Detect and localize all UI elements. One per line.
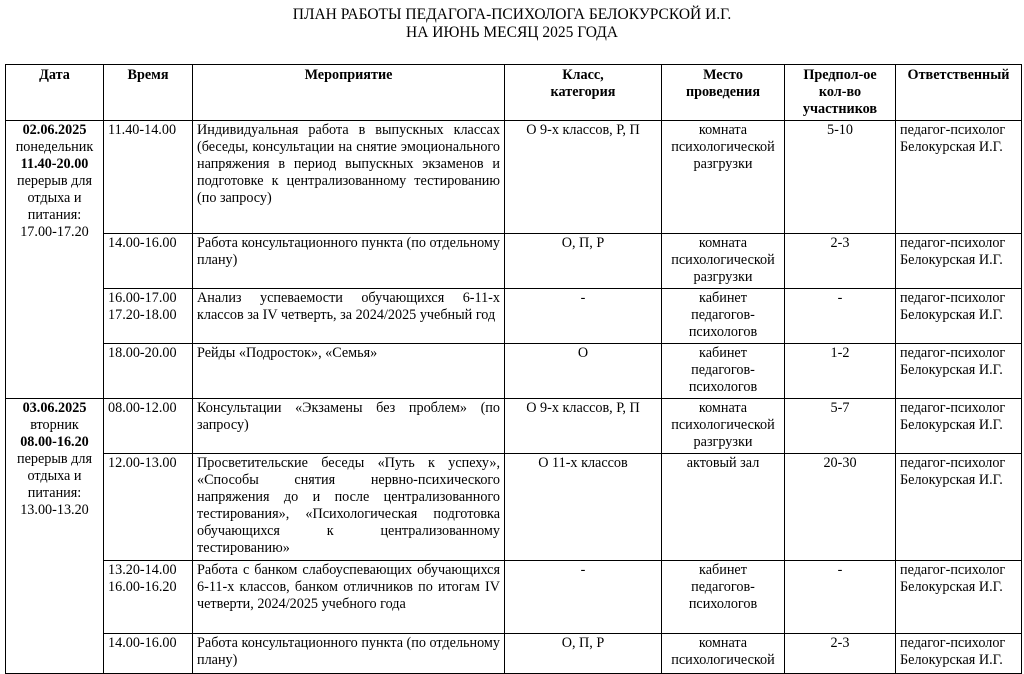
class-cell: О, П, Р — [505, 634, 662, 674]
table-row — [6, 234, 1022, 289]
document-header — [0, 6, 1024, 42]
table-row — [6, 289, 1022, 344]
weekday: вторник — [30, 417, 79, 433]
time-cell: 14.00-16.00 — [104, 634, 193, 674]
event-cell: Анализ успеваемости обучающихся 6-11-х классов за IV четверть, за 2024/2025 учебный год — [193, 289, 505, 344]
plan-table — [5, 64, 1022, 674]
time-cell: 18.00-20.00 — [104, 344, 193, 399]
break-time: 13.00-13.20 — [20, 502, 89, 518]
col-header-count: Предпол-ое кол-во участников — [785, 65, 896, 121]
break-label: перерыв для отдыха и питания: — [17, 451, 92, 501]
place-cell: актовый зал — [662, 454, 785, 561]
work-hours: 08.00-16.20 — [20, 434, 89, 450]
date-cell — [6, 399, 104, 674]
class-cell: - — [505, 561, 662, 634]
responsible-cell: педагог-психолог Белокурская И.Г. — [896, 344, 1022, 399]
time-cell: 12.00-13.00 — [104, 454, 193, 561]
break-time: 17.00-17.20 — [20, 224, 89, 240]
table-row — [6, 454, 1022, 561]
table-row — [6, 344, 1022, 399]
class-cell: О 9-х классов, Р, П — [505, 121, 662, 234]
count-cell: 1-2 — [785, 344, 896, 399]
document-title: ПЛАН РАБОТЫ ПЕДАГОГА-ПСИХОЛОГА БЕЛОКУРСКОЙ И.Г. — [292, 6, 732, 23]
document-subtitle: НА ИЮНЬ МЕСЯЦ 2025 ГОДА — [406, 24, 618, 41]
class-cell: - — [505, 289, 662, 344]
date-cell — [6, 121, 104, 399]
break-label: перерыв для отдыха и питания: — [17, 173, 92, 223]
col-header-place: Место проведения — [662, 65, 785, 121]
col-header-time: Время — [104, 65, 193, 121]
event-cell: Работа консультационного пункта (по отдельному плану) — [193, 234, 505, 289]
time-cell: 11.40-14.00 — [104, 121, 193, 234]
event-cell: Работа консультационного пункта (по отдельному плану) — [193, 634, 505, 674]
time-cell: 13.20-14.00 16.00-16.20 — [104, 561, 193, 634]
col-header-class: Класс, категория — [505, 65, 662, 121]
responsible-cell: педагог-психолог Белокурская И.Г. — [896, 634, 1022, 674]
class-cell: О 9-х классов, Р, П — [505, 399, 662, 454]
count-cell: 2-3 — [785, 634, 896, 674]
table-row — [6, 561, 1022, 634]
count-cell: 5-10 — [785, 121, 896, 234]
count-cell: - — [785, 561, 896, 634]
event-cell: Консультации «Экзамены без проблем» (по запросу) — [193, 399, 505, 454]
class-cell: О 11-х классов — [505, 454, 662, 561]
responsible-cell: педагог-психолог Белокурская И.Г. — [896, 399, 1022, 454]
place-cell: комната психологической — [662, 634, 785, 674]
count-cell: 20-30 — [785, 454, 896, 561]
place-cell: комната психологической разгрузки — [662, 399, 785, 454]
table-row — [6, 121, 1022, 234]
col-header-event: Мероприятие — [193, 65, 505, 121]
count-cell: - — [785, 289, 896, 344]
table-row — [6, 399, 1022, 454]
date-value: 02.06.2025 — [22, 122, 87, 138]
date-value: 03.06.2025 — [22, 400, 87, 416]
col-header-responsible: Ответственный — [896, 65, 1022, 121]
place-cell: кабинет педагогов-психологов — [662, 344, 785, 399]
event-cell: Индивидуальная работа в выпускных классах (беседы, консультации на снятие эмоционального напряжения в период выпускных экзаменов и подготовке к централизованному тестированию (по запросу) — [193, 121, 505, 234]
header-row — [6, 65, 1022, 121]
time-cell: 14.00-16.00 — [104, 234, 193, 289]
time-cell: 08.00-12.00 — [104, 399, 193, 454]
responsible-cell: педагог-психолог Белокурская И.Г. — [896, 454, 1022, 561]
table-row — [6, 634, 1022, 674]
weekday: понедельник — [15, 139, 94, 155]
count-cell: 5-7 — [785, 399, 896, 454]
responsible-cell: педагог-психолог Белокурская И.Г. — [896, 289, 1022, 344]
time-cell: 16.00-17.00 17.20-18.00 — [104, 289, 193, 344]
place-cell: кабинет педагогов-психологов — [662, 289, 785, 344]
count-cell: 2-3 — [785, 234, 896, 289]
class-cell: О — [505, 344, 662, 399]
col-header-date: Дата — [6, 65, 104, 121]
place-cell: комната психологической разгрузки — [662, 121, 785, 234]
event-cell: Просветительские беседы «Путь к успеху», «Способы снятия нервно-психического напряжения до и после централизованного тестирования», «Психологическая подготовка обучающихся к централизованному тестированию» — [193, 454, 505, 561]
responsible-cell: педагог-психолог Белокурская И.Г. — [896, 234, 1022, 289]
place-cell: комната психологической разгрузки — [662, 234, 785, 289]
work-hours: 11.40-20.00 — [20, 156, 89, 172]
place-cell: кабинет педагогов-психологов — [662, 561, 785, 634]
event-cell: Работа с банком слабоуспевающих обучающихся 6-11-х классов, банком отличников по итогам IV четверти, 2024/2025 учебного года — [193, 561, 505, 634]
class-cell: О, П, Р — [505, 234, 662, 289]
event-cell: Рейды «Подросток», «Семья» — [193, 344, 505, 399]
responsible-cell: педагог-психолог Белокурская И.Г. — [896, 561, 1022, 634]
responsible-cell: педагог-психолог Белокурская И.Г. — [896, 121, 1022, 234]
